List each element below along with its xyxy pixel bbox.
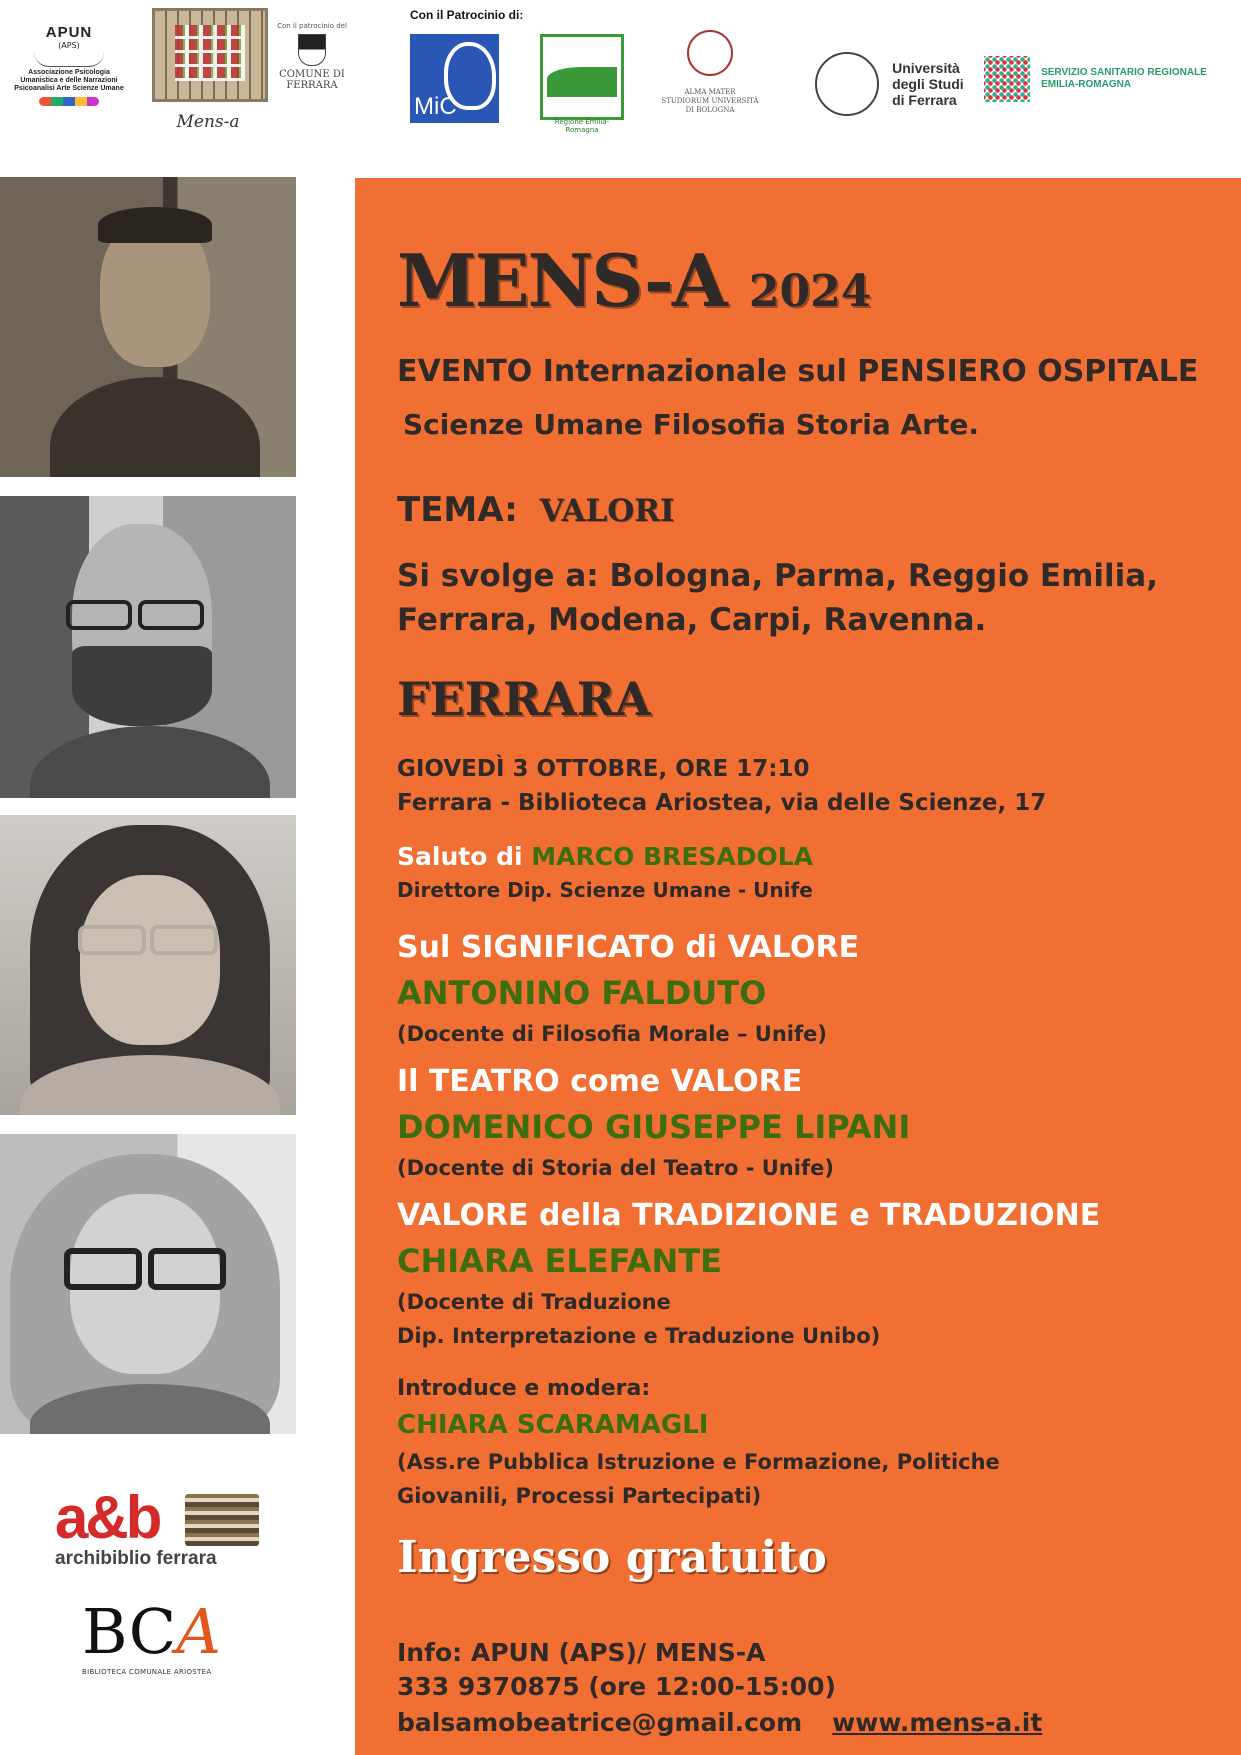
talk-title-3: VALORE della TRADIZIONE e TRADUZIONE (397, 1198, 1101, 1233)
patrocinio-label: Con il Patrocinio di: (410, 8, 524, 22)
servizio-sanitario-logo (984, 56, 1207, 102)
regione-emilia-romagna-logo (540, 34, 624, 134)
theme-label: TEMA: (397, 490, 518, 530)
ssr-line: SERVIZIO SANITARIO REGIONALE (1041, 67, 1207, 78)
moderator-name: CHIARA SCARAMAGLI (397, 1410, 709, 1440)
unibo-logo (660, 30, 760, 115)
info-contact: Info: APUN (APS)/ MENS-A (397, 1638, 766, 1667)
greeting-label: Saluto di (397, 842, 532, 871)
apun-description: Associazione Psicologia Umanistica e delle Narrazioni Psicoanalisi Arte Scienze Umane (14, 69, 124, 92)
comune-patrocinio-text: Con il patrocinio del (277, 22, 347, 30)
ab-subtitle: archibiblio ferrara (55, 1548, 217, 1569)
website-link[interactable]: www.mens-a.it (832, 1708, 1043, 1737)
mic-label: MiC (414, 93, 457, 120)
speaker-role-3: (Docente di Traduzione (397, 1290, 671, 1314)
event-subtitle: EVENTO Internazionale sul PENSIERO OSPITALE (397, 354, 1199, 389)
speaker-photo-2 (0, 496, 296, 798)
archibiblio-logo (55, 1484, 265, 1570)
mic-logo (410, 34, 499, 123)
books-icon (185, 1494, 259, 1546)
speaker-name-1: ANTONINO FALDUTO (397, 974, 767, 1012)
unife-line: degli Studi (892, 76, 964, 92)
ssr-label (1041, 67, 1207, 91)
unife-label (892, 60, 964, 108)
theme-value: VALORI (539, 493, 675, 529)
speaker-name-3: CHIARA ELEFANTE (397, 1242, 723, 1280)
unife-seal-icon (815, 52, 879, 116)
event-year: 2024 (748, 266, 872, 317)
miur-logo (39, 97, 99, 106)
ab-letters: a&b (55, 1484, 160, 1551)
speaker-photo-3 (0, 815, 296, 1115)
bca-letter-a: A (176, 1595, 221, 1668)
speaker-photo-4 (0, 1134, 296, 1434)
info-phone: 333 9370875 (ore 12:00-15:00) (397, 1672, 836, 1701)
bca-letter-c: C (128, 1595, 177, 1668)
event-title (397, 238, 871, 323)
event-date: GIOVEDÌ 3 OTTOBRE, ORE 17:10 (397, 756, 810, 782)
apun-name: APUN (45, 24, 93, 41)
event-title-text: MENS-A (397, 238, 726, 323)
event-places-line-1: Si svolge a: Bologna, Parma, Reggio Emilia, (397, 558, 1158, 594)
info-email-web (397, 1708, 1042, 1737)
ssr-line: EMILIA-ROMAGNA (1041, 79, 1132, 90)
event-panel (355, 178, 1241, 1755)
sponsor-logos-bar (0, 0, 1241, 160)
mensa-logo (146, 8, 270, 132)
unife-line: Università (892, 60, 960, 76)
bca-letter-b: B (82, 1595, 129, 1668)
event-city: FERRARA (397, 672, 651, 726)
ferrara-shield-icon (298, 34, 326, 66)
bca-caption: BIBLIOTECA COMUNALE ARIOSTEA (82, 1668, 212, 1676)
mensa-caption: Mens-a (176, 112, 240, 132)
unibo-label: ALMA MATER STUDIORUM UNIVERSITÀ DI BOLOGNA (661, 88, 759, 114)
apun-tag: (APS) (58, 41, 80, 50)
event-theme (397, 490, 675, 530)
moderator-label: Introduce e modera: (397, 1376, 651, 1401)
unibo-seal-icon (687, 30, 733, 76)
moderator-role-cont: Giovanili, Processi Partecipati) (397, 1484, 762, 1508)
event-disciplines: Scienze Umane Filosofia Storia Arte. (403, 408, 979, 441)
regione-label: Regione Emilia-Romagna (554, 118, 610, 134)
comune-name: COMUNE DI FERRARA (279, 69, 345, 91)
dot-grid-icon (984, 56, 1030, 102)
speaker-name-2: DOMENICO GIUSEPPE LIPANI (397, 1108, 911, 1146)
greeting-name: MARCO BRESADOLA (531, 842, 814, 871)
greeting (397, 842, 813, 871)
biblioteca-ariostea-logo (82, 1595, 242, 1676)
event-places-line-2: Ferrara, Modena, Carpi, Ravenna. (397, 602, 987, 638)
unife-logo (815, 52, 964, 116)
comune-ferrara-logo (262, 22, 362, 91)
talk-title-2: Il TEATRO come VALORE (397, 1064, 803, 1099)
speaker-photo-1 (0, 177, 296, 477)
free-entry-heading: Ingresso gratuito (397, 1532, 827, 1583)
unife-line: di Ferrara (892, 92, 957, 108)
bca-letters (82, 1595, 242, 1668)
info-email[interactable]: balsamobeatrice@gmail.com (397, 1708, 803, 1737)
moderator-role: (Ass.re Pubblica Istruzione e Formazione, Politiche (397, 1450, 1000, 1474)
hands-icon (34, 52, 104, 67)
speaker-role-3-cont: Dip. Interpretazione e Traduzione Unibo) (397, 1324, 881, 1348)
mensa-artwork (152, 8, 268, 102)
talk-title-1: Sul SIGNIFICATO di VALORE (397, 930, 860, 965)
speaker-role-1: (Docente di Filosofia Morale – Unife) (397, 1022, 827, 1046)
greeting-role: Direttore Dip. Scienze Umane - Unife (397, 878, 813, 902)
apun-logo (14, 24, 124, 106)
wave-icon (547, 67, 617, 97)
event-venue: Ferrara - Biblioteca Ariostea, via delle Scienze, 17 (397, 790, 1047, 816)
speaker-role-2: (Docente di Storia del Teatro - Unife) (397, 1156, 834, 1180)
